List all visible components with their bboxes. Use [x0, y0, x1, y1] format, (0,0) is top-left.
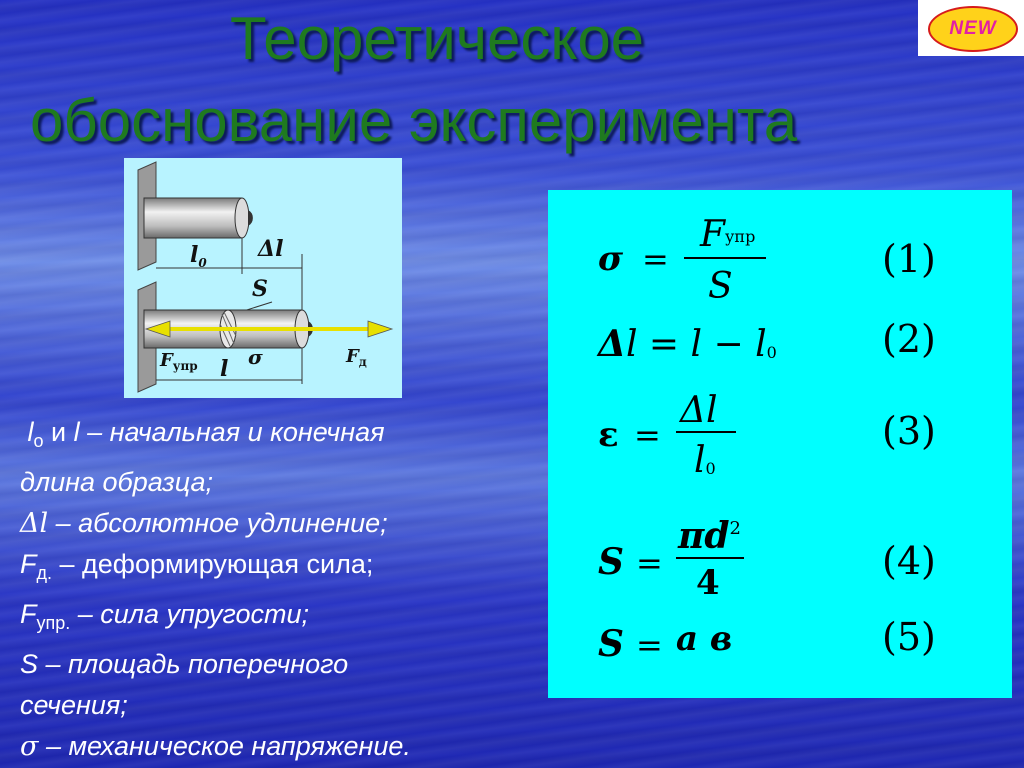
legend-l0-sub: о: [33, 431, 44, 451]
new-badge-label: NEW: [949, 18, 997, 39]
f1-lhs: σ: [598, 239, 624, 279]
f3-den: l0: [694, 440, 716, 481]
f1-number: (1): [882, 237, 936, 281]
f-d-label: $F_д$: [346, 346, 367, 369]
legend-row-3-text: – абсолютное удлинение;: [48, 508, 388, 538]
legend-row-7: сечения;: [20, 690, 128, 720]
legend-row-2: длина образца;: [20, 467, 213, 497]
top-rod-cap: [248, 210, 253, 226]
legend-row-4: [20, 544, 540, 594]
f3-number: (3): [882, 409, 936, 453]
legend-row-6: S – площадь поперечного: [20, 649, 349, 679]
formulas-svg: [548, 190, 1012, 698]
legend-row-8-text: – механическое напряжение.: [38, 731, 411, 761]
legend-row-3: [20, 503, 540, 544]
f1-den: S: [708, 266, 733, 307]
specimen-diagram-svg: [124, 158, 402, 398]
slide-title: [30, 0, 910, 162]
legend-row-5-text: – сила упругости;: [70, 599, 310, 629]
f5-lhs: S: [598, 623, 624, 665]
legend-text: [20, 412, 540, 767]
f4-number: (4): [882, 539, 936, 583]
legend-row-8: [20, 726, 540, 767]
top-rod: [144, 198, 242, 238]
new-badge: [918, 0, 1024, 56]
f1-eq: =: [642, 240, 669, 278]
f2-expression: Δl = l − l0: [598, 323, 777, 365]
l0-label: $l_0$: [190, 242, 207, 270]
new-badge-oval: [928, 6, 1018, 52]
sigma-label: σ: [248, 345, 263, 369]
specimen-diagram: [124, 158, 402, 398]
legend-row-1: [20, 412, 540, 462]
legend-delta-l: Δl: [20, 508, 49, 539]
f3-num: Δl: [680, 390, 718, 431]
f4-den: 4: [696, 563, 720, 603]
legend-fd: F: [20, 549, 37, 579]
f-d-arrow-head: [368, 321, 392, 337]
f5-eq: =: [636, 626, 663, 664]
f-upr-label: $F_{упр}$: [160, 350, 198, 373]
f2-number: (2): [882, 317, 936, 361]
legend-sigma: σ: [20, 731, 39, 762]
f4-eq: =: [636, 544, 663, 582]
legend-and: и: [43, 417, 74, 447]
f3-eq: =: [634, 416, 661, 454]
legend-row-1-text: – начальная и конечная: [79, 417, 385, 447]
f4-num: $\pi d^2$: [678, 515, 741, 557]
legend-fupr-sub: упр.: [36, 613, 71, 633]
top-rod-end: [235, 198, 249, 238]
formulas-panel: [548, 190, 1012, 698]
title-line-2: обоснование эксперимента: [30, 87, 798, 154]
legend-row-5: [20, 594, 540, 644]
f5-rhs: а в: [676, 619, 733, 659]
delta-l-label: Δl: [258, 236, 284, 262]
title-line-1: Теоретическое: [230, 5, 645, 72]
legend-row-4-text: – деформирующая сила;: [52, 549, 374, 579]
legend-l0: l: [27, 417, 34, 447]
l-label: l: [220, 356, 229, 382]
legend-fupr: F: [20, 599, 37, 629]
legend-l: l: [73, 417, 80, 447]
s-label: S: [252, 276, 268, 302]
f1-num: Fупр: [700, 214, 756, 255]
f5-number: (5): [882, 615, 936, 659]
f4-lhs: S: [598, 541, 624, 583]
legend-fd-sub: д.: [36, 563, 53, 583]
f3-lhs: ε: [598, 415, 619, 455]
